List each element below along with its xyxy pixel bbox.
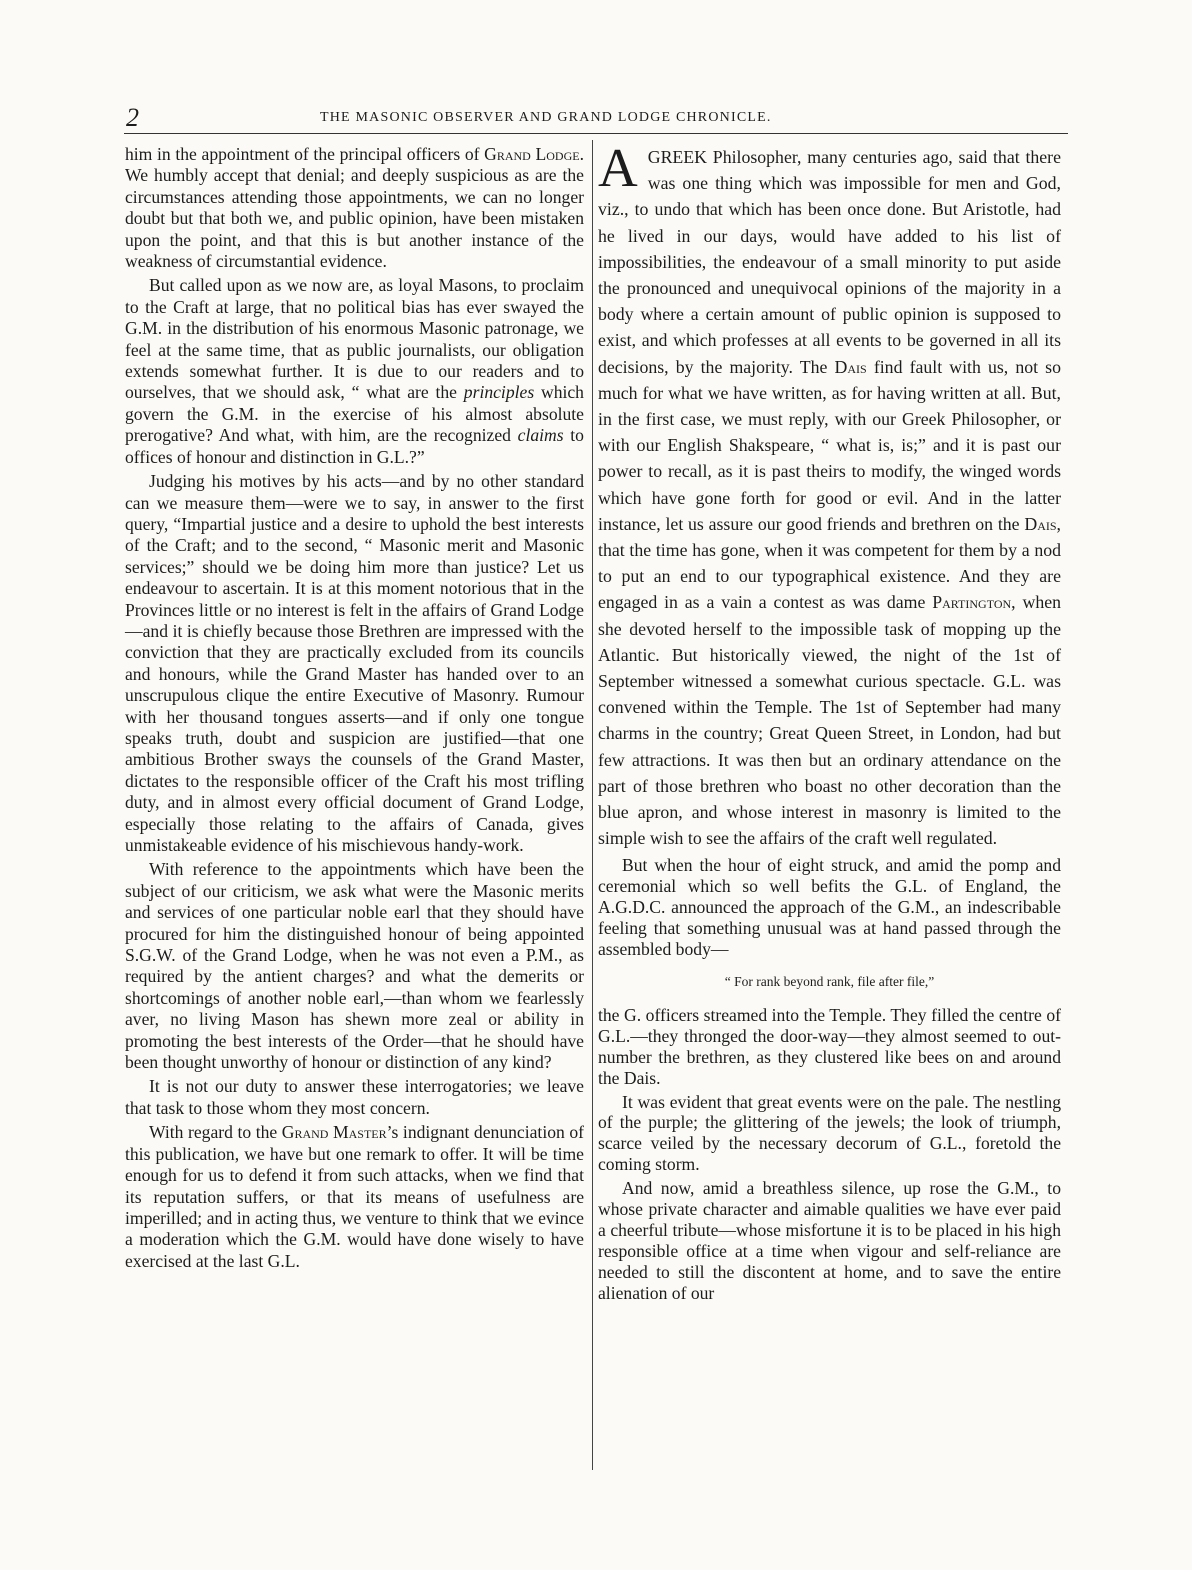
paragraph: It is not our duty to answer these interrogatories; we leave that task to those whom they most concern. [125,1076,584,1118]
drop-cap: A [598,137,638,198]
header-rule [124,133,1068,134]
paragraph: him in the appointment of the principal officers of Grand Lodge. We humbly accept that denial; and deeply suspicious as are the circumstances attending those appointments, we can no longer doubt but that both we, and public opinion, have been mistaken upon the point, and that this is but another instance of the weakness of circumstantial evidence. [125,144,584,272]
paragraph: With reference to the appointments which have been the subject of our criticism, we ask what were the Masonic merits and services of one particular noble earl that they should have procured for him the distinguished honour of being appointed S.G.W. of the Grand Lodge, when he was not even a P.M., as required by the antient charges? and what the demerits or shortcomings of another noble earl,—than whom we fearlessly aver, no living Mason has shewn more zeal or ability in promoting the best interests of the Order—that he should have been thought unworthy of honour or distinction of any kind? [125,859,584,1073]
page-number: 2 [126,103,139,132]
paragraph: But called upon as we now are, as loyal Masons, to proclaim to the Craft at large, that no political bias has ever swayed the G.M. in the distribution of his enormous Masonic patronage, we feel at the same time, that as public journalists, our obligation extends somewhat further. It is due to our readers and to ourselves, that we should ask, “ what are the principles which govern the G.M. in the exercise of his almost absolute prerogative? And what, with him, are the recognized claims to offices of honour and distinction in G.L.?” [125,275,584,467]
paragraph: And now, amid a breathless silence, up rose the G.M., to whose private character and aimable qualities we have ever paid a cheerful tribute—whose misfortune it is to be placed in his high responsible office at a time when vigour and self-reliance are needed to still the discontent at home, and to save the entire alienation of our [598,1178,1061,1303]
opening-paragraph: AGREEK Philosopher, many centuries ago, said that there was one thing which was impossible for men and God, viz., to undo that which has been once done. But Aristotle, had he lived in our days, would have added to his list of impossibilities, the endeavour of a small minority to put aside the pronounced and unequivocal opinions of the majority in a body where a certain amount of public opinion is supposed to exist, and which professes at all events to be governed in all its decisions, by the majority. The Dais find fault with us, not so much for what we have written, as for having written at all. But, in the first case, we must reply, with our Greek Philosopher, or with our English Shakspeare, “ what is, is;” and it is past our power to recall, as it is past theirs to modify, the winged words which have gone forth for good or evil. And in the latter instance, let us assure our good friends and brethren on the Dais, that the time has gone, when it was competent for them by a nod to put an end to our typographical existence. And they are engaged in as a vain a contest as was dame Partington, when she devoted herself to the impossible task of mopping up the Atlantic. But historically viewed, the night of the 1st of September witnessed a somewhat curious spectacle. G.L. was convened within the Temple. The 1st of September had many charms in the country; Great Queen Street, in London, had but few attractions. It was then but an ordinary attendance on the part of those brethren who boast no other decoration than the blue apron, and whose interest in masonry is limited to the simple wish to see the affairs of the craft well regulated. [598,137,1061,849]
verse-quote: “ For rank beyond rank, file after file,” [724,974,935,990]
paragraph: But when the hour of eight struck, and amid the pomp and ceremonial which so well befits the G.L. of England, the A.G.D.C. announced the approach of the G.M., an indescribable feeling that something unusual was at hand passed through the assembled body— [598,855,1061,960]
paragraph: With regard to the Grand Master’s indignant denunciation of this publication, we have but one remark to offer. It will be time enough for us to defend it from such attacks, when we find that its reputation suffers, or that its means of usefulness are imperilled; and in acting thus, we venture to think that we evince a moderation which the G.M. would have done wisely to have exercised at the last G.L. [125,1122,584,1271]
right-column [598,137,1061,1307]
paragraph: Judging his motives by his acts—and by no other standard can we measure them—were we to say, in answer to the first query, “Impartial justice and a desire to uphold the best interests of the Craft; and to the second, “ Masonic merit and Masonic services;” should we be doing him more than justice? Let us endeavour to ascertain. It is at this moment notorious that in the Provinces little or no interest is felt in the affairs of Grand Lodge—and it is chiefly because those Brethren are impressed with the conviction that they are practically excluded from its councils and honours, while the Grand Master has handed over to an unscrupulous clique the entire Executive of Masonry. Rumour with her thousand tongues asserts—and if only one tongue speaks truth, doubt and suspicion are justified—that one ambitious Brother sways the counsels of the Grand Master, dictates to the responsible officer of the Craft his most trifling duty, and in almost every official document of Grand Lodge, especially those relating to the affairs of Canada, gives unmistakeable evidence of his mischievous handy-work. [125,471,584,855]
paragraph: It was evident that great events were on the pale. The nestling of the purple; the glittering of the jewels; the look of triumph, scarce veiled by the necessary decorum of G.L., foretold the coming storm. [598,1091,1061,1175]
left-column [125,144,584,1275]
paragraph: the G. officers streamed into the Temple. They filled the centre of G.L.—they thronged the door-way—they almost seemed to out-number the brethren, as they clustered like bees on and around the Dais. [598,1004,1061,1088]
running-title: THE MASONIC OBSERVER AND GRAND LODGE CHRONICLE. [320,110,772,125]
column-divider [592,140,593,1470]
